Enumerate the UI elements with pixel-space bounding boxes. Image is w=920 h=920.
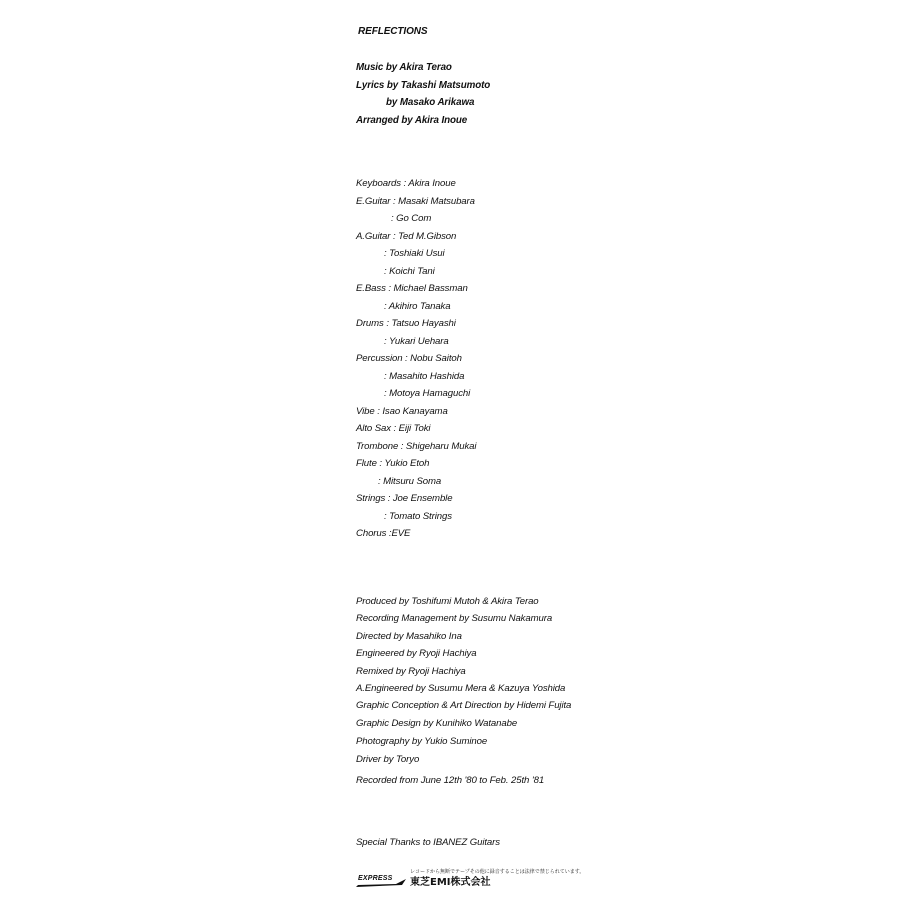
personnel-item: Trombone : Shigeharu Mukai [356,441,477,452]
personnel-item: E.Guitar : Masaki Matsubara [356,196,475,207]
production-item: Graphic Conception & Art Direction by Hidemi Fujita [356,700,572,711]
personnel-item: Keyboards : Akira Inoue [356,178,456,189]
personnel-item: : Masahito Hashida [384,371,465,382]
production-item: Graphic Design by Kunihiko Watanabe [356,718,518,729]
personnel-item: : Motoya Hamaguchi [384,388,471,399]
personnel-item: A.Guitar : Ted M.Gibson [356,231,457,242]
express-logo-text: EXPRESS [358,875,393,882]
production-item: Remixed by Ryoji Hachiya [356,666,466,677]
personnel-item: : Yukari Uehara [384,336,449,347]
personnel-item: : Mitsuru Soma [378,476,442,487]
personnel-item: : Akihiro Tanaka [384,301,451,312]
personnel-item: Alto Sax : Eiji Toki [356,423,431,434]
personnel-item: : Go Com [391,213,432,224]
express-logo [356,875,406,887]
special-thanks: Special Thanks to IBANEZ Guitars [356,837,500,848]
production-item: Driver by Toryo [356,754,420,765]
production-item: Directed by Masahiko Ina [356,631,462,642]
credit-lyrics-second: by Masako Arikawa [386,97,475,108]
personnel-item: Percussion : Nobu Saitoh [356,353,462,364]
personnel-item: Flute : Yukio Etoh [356,458,430,469]
credit-lyrics: Lyrics by Takashi Matsumoto [356,80,491,91]
production-item: Engineered by Ryoji Hachiya [356,648,477,659]
personnel-item: Drums : Tatsuo Hayashi [356,318,456,329]
personnel-item: Strings : Joe Ensemble [356,493,453,504]
personnel-item: Chorus :EVE [356,528,411,539]
record-label-footer [356,868,586,890]
production-item: Produced by Toshifumi Mutoh & Akira Terao [356,596,539,607]
personnel-item: : Koichi Tani [384,266,435,277]
company-name: 東芝EMI株式会社 [410,877,491,888]
credit-arranged: Arranged by Akira Inoue [356,115,468,126]
production-item: Photography by Yukio Suminoe [356,736,488,747]
personnel-item: Vibe : Isao Kanayama [356,406,448,417]
personnel-item: : Tomato Strings [384,511,452,522]
credit-music: Music by Akira Terao [356,62,452,73]
copyright-notice: レコードから無断でテープその他に録音することは法律で禁じられています。 [410,869,585,875]
personnel-item: E.Bass : Michael Bassman [356,283,468,294]
recording-dates: Recorded from June 12th '80 to Feb. 25th '81 [356,775,545,786]
production-item: Recording Management by Susumu Nakamura [356,613,553,624]
production-item: A.Engineered by Susumu Mera & Kazuya Yoshida [356,683,566,694]
song-title: REFLECTIONS [358,26,428,37]
personnel-item: : Toshiaki Usui [384,248,445,259]
